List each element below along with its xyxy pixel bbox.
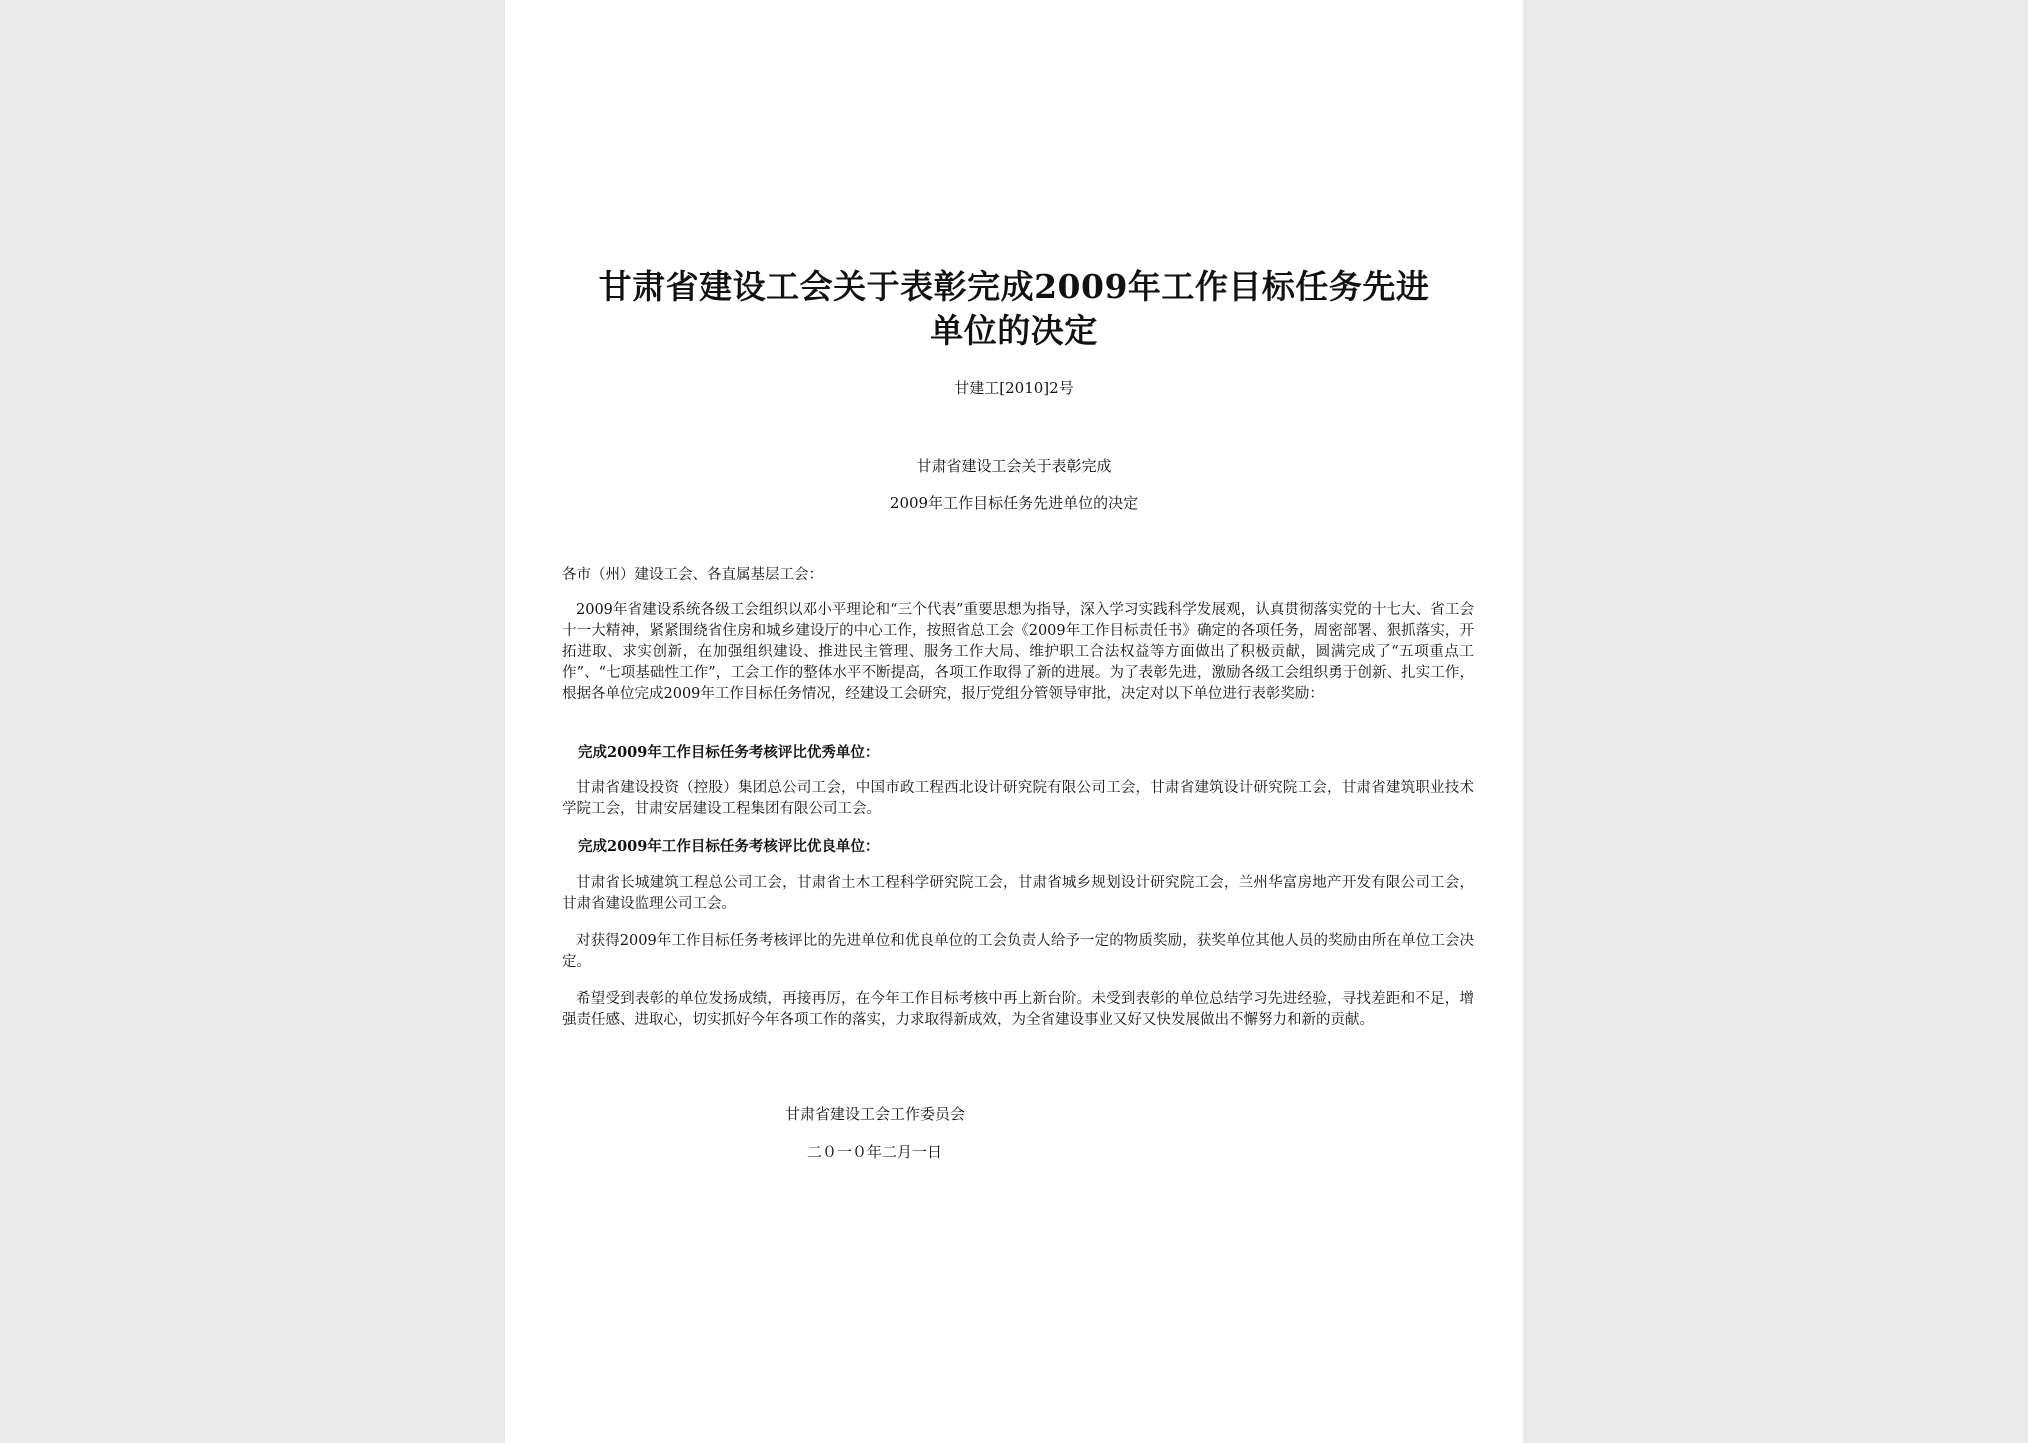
signer: 甘肃省建设工会工作委员会 <box>785 1105 966 1123</box>
document-page <box>505 0 1523 1443</box>
subtitle-line1: 甘肃省建设工会关于表彰完成 <box>916 457 1112 475</box>
salutation: 各市（州）建设工会、各直属基层工会： <box>562 567 823 583</box>
paragraph-intro: 2009年省建设系统各级工会组织以邓小平理论和“三个代表”重要思想为指导，深入学习实践科学发展观，认真贯彻落实党的十七大、省工会十一大精神，紧紧围绕省住房和城乡建设厅的中心工作，按照省总工会《2009年工作目标责任书》确定的各项任务，周密部署、狠抓落实，开拓进取、求实创新，在加强组织建设、推进民主管理、服务工作大局、维护职工合法权益等方面做出了积极贡献，圆满完成了“五项重点工作”、“七项基础性工作”，工会工作的整体水平不断提高，各项工作取得了新的进展。为了表彰先进，激励各级工会组织勇于创新、扎实工作，根据各单位完成2009年工作目标任务情况，经建设工会研究，报厅党组分管领导审批，决定对以下单位进行表彰奖励： <box>562 602 1474 702</box>
good-units-list: 甘肃省长城建筑工程总公司工会，甘肃省土木工程科学研究院工会，甘肃省城乡规划设计研究院工会，兰州华富房地产开发有限公司工会，甘肃省建设监理公司工会。 <box>562 875 1474 912</box>
excellent-units-list: 甘肃省建设投资（控股）集团总公司工会，中国市政工程西北设计研究院有限公司工会，甘肃省建筑设计研究院工会，甘肃省建筑职业技术学院工会，甘肃安居建设工程集团有限公司工会。 <box>562 780 1474 817</box>
document-number: 甘建工[2010]2号 <box>954 379 1074 397</box>
document-title-line1: 甘肃省建设工会关于表彰完成2009年工作目标任务先进 <box>598 267 1430 306</box>
document-title-line2: 单位的决定 <box>930 311 1098 350</box>
heading-excellent-units: 完成2009年工作目标任务考核评比优秀单位： <box>578 744 880 761</box>
document-date: 二０一０年二月一日 <box>807 1143 943 1161</box>
paragraph-hope: 希望受到表彰的单位发扬成绩，再接再厉，在今年工作目标考核中再上新台阶。未受到表彰的单位总结学习先进经验，寻找差距和不足，增强责任感、进取心，切实抓好今年各项工作的落实，力求取得新成效，为全省建设事业又好又快发展做出不懈努力和新的贡献。 <box>562 991 1474 1028</box>
paragraph-reward: 对获得2009年工作目标任务考核评比的先进单位和优良单位的工会负责人给予一定的物质奖励，获奖单位其他人员的奖励由所在单位工会决定。 <box>562 933 1474 970</box>
subtitle-line2: 2009年工作目标任务先进单位的决定 <box>889 494 1139 512</box>
heading-good-units: 完成2009年工作目标任务考核评比优良单位： <box>578 838 880 855</box>
